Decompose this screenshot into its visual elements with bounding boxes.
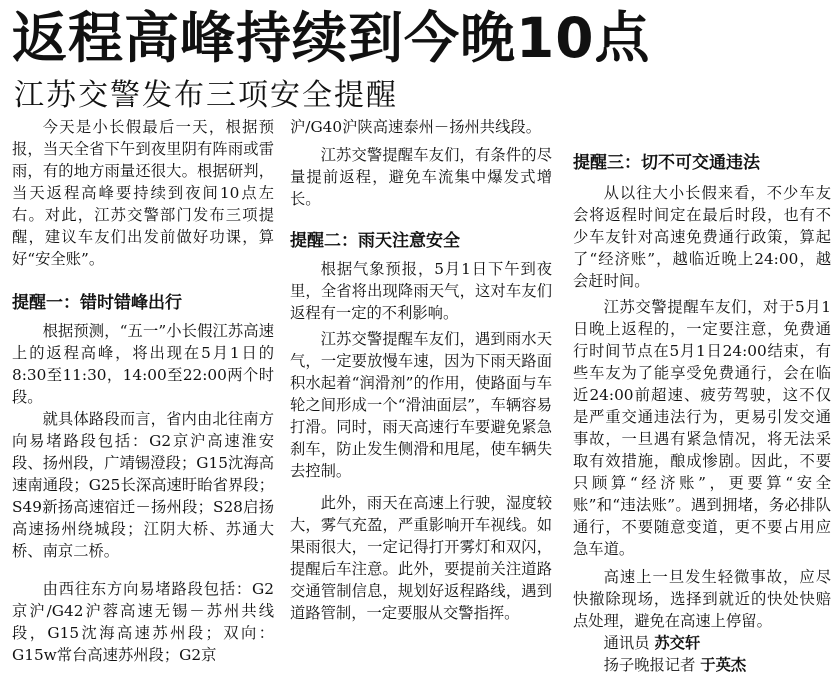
tip1-paragraph-3-continued: 沪/G40沪陕高速泰州－扬州共线段。: [290, 118, 541, 136]
byline-correspondent: [573, 632, 831, 654]
byline-correspondent-name: 苏交轩: [654, 634, 701, 652]
tip1-paragraph-1: 根据预测，“五一”小长假江苏高速上的返程高峰，将出现在5月1日的8:30至11:30，14:00至22:00两个时段。: [12, 322, 274, 406]
tip2-paragraph-1: 根据气象预报，5月1日下午到夜里，全省将出现降雨天气，这对车友们返程有一定的不利影响。: [290, 260, 552, 322]
column-2: [290, 116, 552, 687]
tip1-paragraph-4: 江苏交警提醒车友们，有条件的尽量提前返程，避免车流集中爆发式增长。: [290, 146, 552, 208]
tip2-heading: 提醒二：雨天注意安全: [290, 231, 460, 251]
column-1: [12, 116, 274, 687]
column-3: [573, 116, 831, 687]
tip2-paragraph-2: 江苏交警提醒车友们，遇到雨水天气，一定要放慢车速，因为下雨天路面积水起着“润滑剂”的作用，使路面与车轮之间形成一个“滑油面层”，车辆容易打滑。同时，雨天高速行车要避免紧急刹车，防止发生侧滑和甩尾，使车辆失去控制。: [290, 330, 552, 480]
tip3-paragraph-1: 从以往大小长假来看，不少车友会将返程时间定在最后时段，也有不少车友针对高速免费通行政策，算起了“经济账”，越临近晚上24:00，越会赶时间。: [573, 184, 831, 290]
tip1-paragraph-2: 就具体路段而言，省内由北往南方向易堵路段包括：G2京沪高速淮安段、扬州段，广靖锡澄段；G15沈海高速南通段；G25长深高速盱眙省界段；S49新扬高速宿迁－扬州段；S28启扬高速扬州绕城段；江阴大桥、苏通大桥、南京二桥。: [12, 410, 274, 560]
tip3-paragraph-2: 江苏交警提醒车友们，对于5月1日晚上返程的，一定要注意，免费通行时间节点在5月1日24:00结束，有些车友为了能享受免费通行，会在临近24:00前超速、疲劳驾驶，这不仅是严重交通违法行为，更易引发交通事故，一旦遇有紧急情况，将无法采取有效措施，酿成惨剧。因此，不要只顾算“经济账”，更要算“安全账”和“违法账”。遇到拥堵，务必排队通行，不要随意变道，更不要占用应急车道。: [573, 298, 831, 558]
byline-reporter-label: 扬子晚报记者: [603, 656, 696, 674]
tip2-paragraph-3: 此外，雨天在高速上行驶，湿度较大，雾气充盈，严重影响开车视线。如果雨很大，一定记得打开雾灯和双闪，提醒后车注意。此外，要提前关注道路交通管制信息，规划好返程路线，遇到道路管制，一定要服从交警指挥。: [290, 494, 552, 622]
tip3-paragraph-3: 高速上一旦发生轻微事故，应尽快撤除现场，选择到就近的快处快赔点处理，避免在高速上停留。: [573, 568, 831, 630]
tip1-paragraph-3: 由西往东方向易堵路段包括：G2京沪/G42沪蓉高速无锡－苏州共线段，G15沈海高速苏州段；双向：G15w常台高速苏州段；G2京: [12, 580, 274, 664]
tip1-heading: 提醒一：错时错峰出行: [12, 293, 182, 313]
byline-reporter-name: 于英杰: [700, 656, 747, 674]
subheadline: 江苏交警发布三项安全提醒: [14, 78, 398, 113]
intro-paragraph: 今天是小长假最后一天，根据预报，当天全省下午到夜里阴有阵雨或雷雨，有的地方雨量还很大。根据研判，当天返程高峰要持续到夜间10点左右。对此，江苏交警部门发布三项提醒，建议车友们出发前做好功课，算好“安全账”。: [12, 118, 274, 268]
byline-correspondent-label: 通讯员: [603, 634, 650, 652]
tip3-heading: 提醒三：切不可交通违法: [573, 153, 760, 173]
headline: 返程高峰持续到今晚10点: [12, 6, 651, 70]
byline-reporter: [573, 654, 831, 676]
